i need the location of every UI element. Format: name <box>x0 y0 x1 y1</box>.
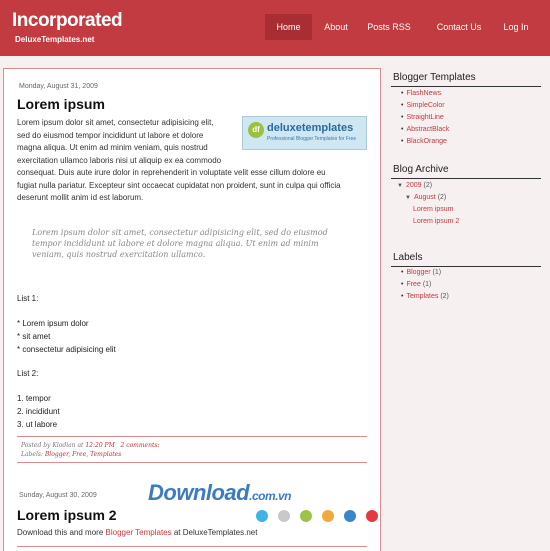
label-link-blogger[interactable]: Blogger <box>44 451 69 458</box>
archive-year[interactable] <box>397 182 432 189</box>
watermark-dot <box>300 510 312 522</box>
label-item-blogger[interactable]: • Blogger (1) <box>401 269 442 276</box>
sidebar-rule <box>391 178 541 179</box>
post-date: Monday, August 31, 2009 <box>19 83 98 90</box>
nav-home[interactable]: Home <box>265 14 312 40</box>
logo-name: deluxetemplates <box>267 122 354 134</box>
sidebar-heading-labels: Labels <box>393 252 423 263</box>
post-line: sed do eiusmod tempor incididunt ut labore et dolore <box>17 130 204 140</box>
watermark-dot <box>256 510 268 522</box>
sidebar-item-label[interactable]: BlackOrange <box>406 138 447 145</box>
label-count: (1) <box>422 281 432 288</box>
sidebar-item-label[interactable]: StraightLine <box>406 114 444 121</box>
label-item-templates[interactable]: • Templates (2) <box>401 293 449 300</box>
post-footer <box>21 441 160 459</box>
post2-text: at DeluxeTemplates.net <box>171 528 258 537</box>
watermark-dot <box>366 510 378 522</box>
site-title[interactable]: Incorporated <box>12 10 123 31</box>
triangle-down-icon[interactable]: ▼ <box>405 195 411 201</box>
label-name[interactable]: Templates <box>406 293 439 300</box>
list-item: 3. ut labore <box>17 420 58 429</box>
post-footer-divider <box>17 436 367 437</box>
label-count: (2) <box>440 293 449 300</box>
watermark-dot <box>278 510 290 522</box>
post-line: deserunt mollit anim id est laborum. <box>17 193 144 202</box>
list2-label: List 2: <box>17 369 39 378</box>
nav-contact-us[interactable]: Contact Us <box>436 22 482 32</box>
post-divider <box>17 546 367 547</box>
post-body <box>17 117 367 205</box>
post-date: Sunday, August 30, 2009 <box>19 492 97 499</box>
site-subtitle: DeluxeTemplates.net <box>15 35 95 44</box>
site-header <box>0 0 550 56</box>
nav-about[interactable]: About <box>324 22 348 32</box>
label-link-free[interactable]: Free <box>72 451 87 458</box>
archive-count: (2) <box>423 182 433 189</box>
main-content <box>3 68 381 551</box>
triangle-down-icon[interactable]: ▼ <box>397 183 403 189</box>
list-item: * consectetur adipisicing elit <box>17 345 116 354</box>
post-footer-divider <box>17 462 367 463</box>
post-title[interactable]: Lorem ipsum <box>17 96 105 112</box>
sidebar-item-label[interactable]: SimpleColor <box>406 102 445 109</box>
label-item-free[interactable]: • Free (1) <box>401 281 432 288</box>
post-line: Lorem ipsum dolor sit amet, consectetur adipisicing elit, <box>17 118 214 127</box>
watermark-main: Download <box>148 480 250 505</box>
sidebar-item-flashnews[interactable]: • FlashNews <box>401 90 442 97</box>
watermark-domain: .com.vn <box>249 489 291 503</box>
posted-by: Posted by Klodian at <box>21 442 86 449</box>
sidebar-item-simplecolor[interactable]: • SimpleColor <box>401 102 445 109</box>
sidebar-item-abstractblack[interactable]: • AbstractBlack <box>401 126 450 133</box>
list-item: * sit amet <box>17 332 51 341</box>
post-labels-line: Labels: Blogger, Free, Templates <box>21 451 122 458</box>
list-item: 1. tempor <box>17 394 51 403</box>
post-line: exercitation ullamco laboris nisi ut aliquip ex ea commodo <box>17 155 222 165</box>
label-count: (1) <box>432 269 442 276</box>
list-item: * Lorem ipsum dolor <box>17 319 89 328</box>
download-watermark <box>148 480 291 506</box>
post-line: consequat. Duis aute irure dolor in reprehenderit in voluptate velit esse cillum dolore eu <box>17 168 326 177</box>
df-logo-icon: df <box>248 122 264 138</box>
post-time-link[interactable]: 12:20 PM <box>85 442 115 449</box>
nav-posts-rss[interactable]: Posts RSS <box>367 22 411 32</box>
archive-count: (2) <box>437 194 447 201</box>
logo-tagline: Professional Blogger Templates for Free <box>267 136 357 142</box>
nav-log-in[interactable]: Log In <box>503 22 529 32</box>
sidebar-item-straightline[interactable]: • StraightLine <box>401 114 444 121</box>
label-name[interactable]: Free <box>406 281 421 288</box>
archive-year-label[interactable]: 2009 <box>405 182 422 189</box>
watermark-dot <box>322 510 334 522</box>
post-line: magna aliqua. Ut enim ad minim veniam, quis nostrud <box>17 143 208 152</box>
sidebar-heading-templates: Blogger Templates <box>393 72 476 83</box>
sidebar-rule <box>391 86 541 87</box>
label-name[interactable]: Blogger <box>406 269 431 276</box>
post-line: fugiat nulla pariatur. Excepteur sint occaecat cupidatat non proident, sunt in culpa qui officia <box>17 180 341 190</box>
post2-body <box>17 528 257 537</box>
archive-post-link[interactable]: Lorem ipsum 2 <box>413 218 460 225</box>
list-item: 2. incididunt <box>17 407 60 416</box>
sidebar-item-label[interactable]: FlashNews <box>406 90 442 97</box>
archive-month[interactable] <box>405 194 446 201</box>
blockquote: Lorem ipsum dolor sit amet, consectetur adipisicing elit, sed do eiusmod tempor incididunt ut labore et dolore magna aliqua. Ut enim ad minim veniam, quis nostrud exercitation ullamco. <box>32 228 328 259</box>
labels-prefix: Labels: <box>21 451 45 458</box>
sidebar-heading-archive: Blog Archive <box>393 164 449 175</box>
sidebar-item-blackorange[interactable]: • BlackOrange <box>401 138 447 145</box>
post2-text: Download this and more <box>17 528 106 537</box>
label-link-templates[interactable]: Templates <box>90 451 122 458</box>
list1-label: List 1: <box>17 294 39 303</box>
post-meta-line <box>21 441 160 450</box>
post-title[interactable]: Lorem ipsum 2 <box>17 507 117 523</box>
archive-month-label[interactable]: August <box>413 194 436 201</box>
blogger-templates-link[interactable]: Blogger Templates <box>105 528 172 537</box>
brand[interactable] <box>12 10 122 45</box>
sidebar-item-label[interactable]: AbstractBlack <box>406 126 450 133</box>
watermark-dot <box>344 510 356 522</box>
sidebar-rule <box>391 266 541 267</box>
comments-link[interactable]: 2 comments: <box>120 442 160 449</box>
archive-post-link[interactable]: Lorem ipsum <box>413 206 454 213</box>
